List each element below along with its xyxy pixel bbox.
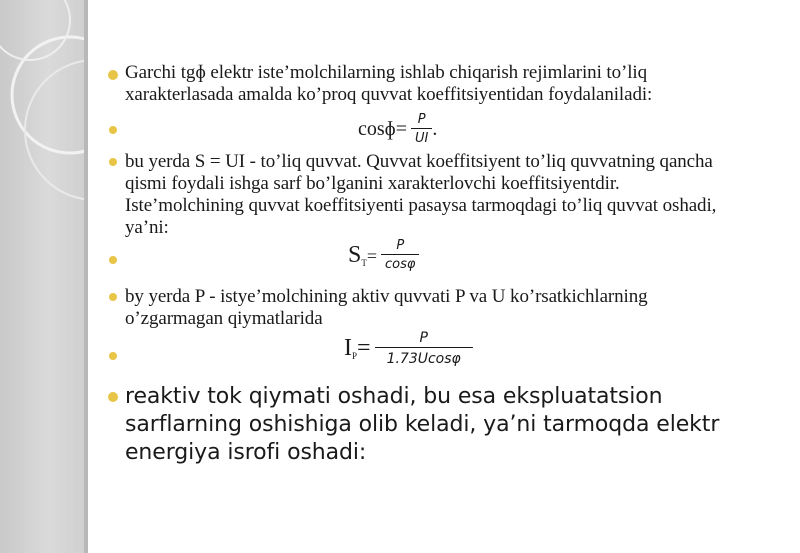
paragraph-3-line-1: by yerda P - istye’molchining aktiv quvvati P va U ko’rsatkichlarning [125,286,648,307]
formula-1-denominator: UI [411,128,432,146]
formula-2-numerator: P [396,238,405,253]
formula-cos-phi [358,112,437,146]
slide-content [88,0,800,553]
formula-1-lhs: cosɸ= [358,117,408,140]
formula-1-fraction [411,112,432,146]
formula-3-numerator: P [419,330,428,346]
formula-1-tail: . [432,117,438,140]
paragraph-4-line-3: energiya isrofi oshadi: [125,440,367,465]
paragraph-2-line-1: bu yerda S = UI - to’liq quvvat. Quvvat koeffitsiyent to’liq quvvatning qancha [125,151,713,172]
formula-full-power [348,238,419,272]
paragraph-2-line-2: qismi foydali ishga sarf bo’lganini xarakterlovchi koeffitsiyentdir. [125,173,620,194]
formula-3-lhs: $I_P=$ [344,335,371,361]
formula-current [344,330,473,367]
bullet-icon [108,392,118,402]
bullet-icon [109,158,117,166]
paragraph-1-line-2: xarakterlasada amalda ko’proq quvvat koeffitsiyentidan foydalaniladi: [125,84,653,105]
paragraph-2-line-4: ya’ni: [125,217,169,238]
paragraph-1-line-1: Garchi tgɸ elektr iste’molchilarning ishlab chiqarish rejimlarini to’liq [125,62,647,83]
decorative-arcs [0,0,88,553]
formula-1-numerator: P [417,112,426,127]
bullet-icon [108,70,118,80]
paragraph-3-line-2: o’zgarmagan qiymatlarida [125,308,323,329]
bullet-icon [109,352,117,360]
paragraph-2-line-3: Iste’molchining quvvat koeffitsiyenti pasaysa tarmoqdagi to’liq quvvat oshadi, [125,195,717,216]
formula-3-denominator: 1.73Ucosφ [375,347,473,367]
decorative-sidebar [0,0,88,553]
bullet-icon [109,126,117,134]
paragraph-4-line-2: sarflarning oshishiga olib keladi, ya’ni tarmoqda elektr [125,412,720,437]
bullet-icon [109,256,117,264]
formula-2-denominator: cosφ [381,254,419,272]
formula-2-lhs: $S_T=$ [348,241,378,268]
formula-2-fraction [381,238,419,272]
formula-3-fraction [375,330,473,367]
paragraph-4-line-1: reaktiv tok qiymati oshadi, bu esa ekspluatatsion [125,384,663,409]
bullet-icon [109,293,117,301]
